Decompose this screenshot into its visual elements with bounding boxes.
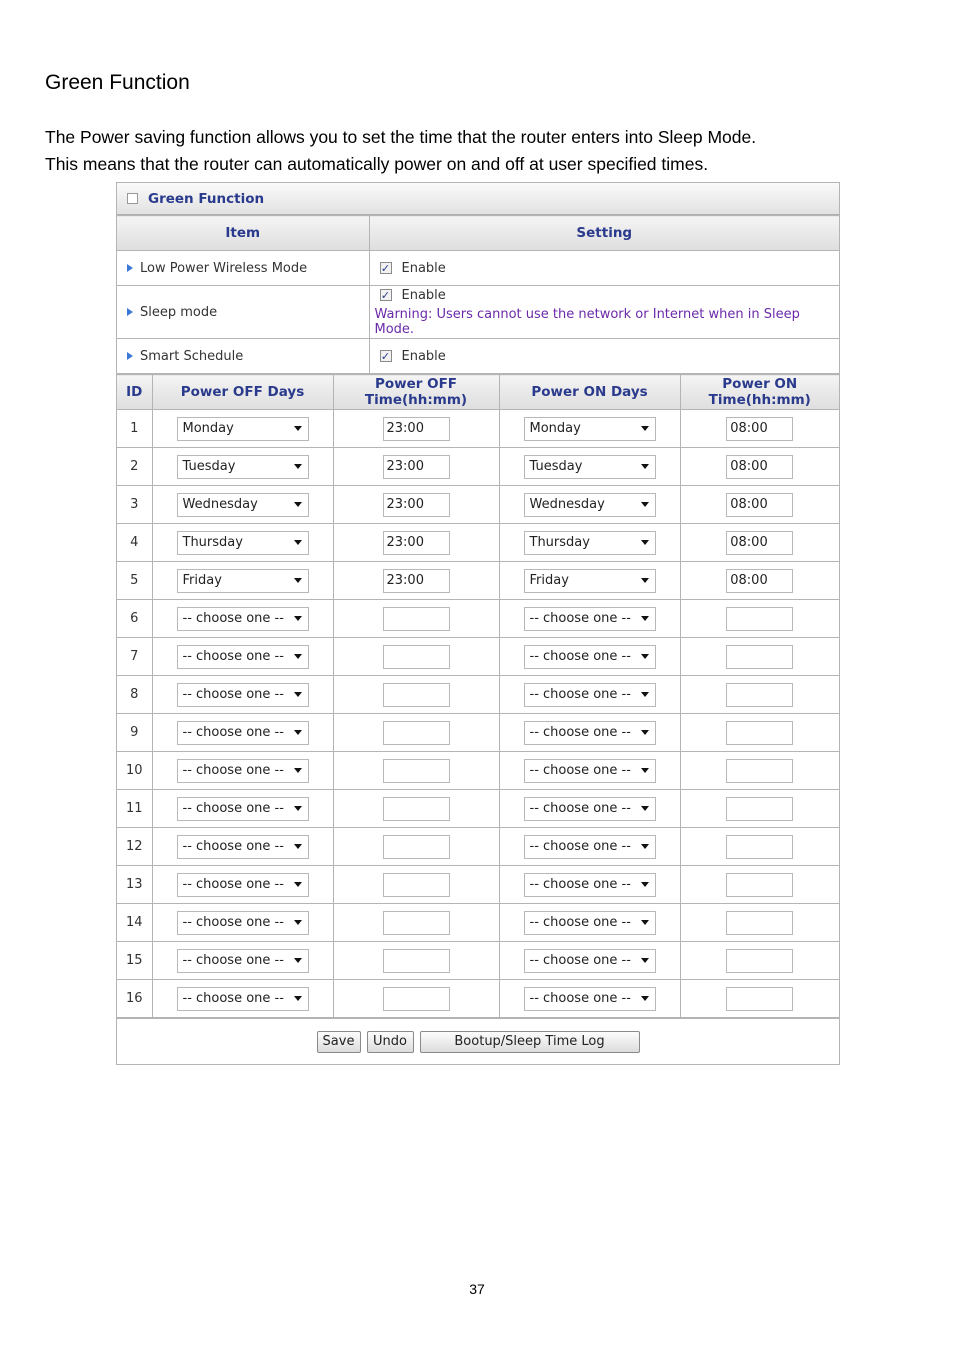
dropdown-arrow-icon [294,616,302,621]
power-on-day-select[interactable] [524,645,656,669]
power-off-day-value: -- choose one -- [182,839,284,854]
power-off-time-input[interactable] [383,683,450,707]
row-id: 4 [117,524,152,562]
button-row [117,1018,839,1064]
schedule-row [117,448,839,486]
schedule-row [117,524,839,562]
dropdown-arrow-icon [641,426,649,431]
row-id: 11 [117,790,152,828]
power-on-time-input[interactable] [726,987,793,1011]
power-on-day-select[interactable] [524,683,656,707]
power-on-time-input[interactable]: 08:00 [726,455,793,479]
power-off-day-select[interactable] [177,873,309,897]
row-id: 16 [117,980,152,1018]
power-on-day-value: Friday [529,573,569,588]
power-off-day-select[interactable] [177,721,309,745]
dropdown-arrow-icon [294,882,302,887]
dropdown-arrow-icon [294,844,302,849]
power-off-time-input[interactable] [383,835,450,859]
power-on-day-select[interactable] [524,531,656,555]
power-on-day-select[interactable] [524,493,656,517]
row-id: 7 [117,638,152,676]
power-on-day-select[interactable] [524,835,656,859]
sleep-mode-warning: Warning: Users cannot use the network or Internet when in Sleep Mode. [374,306,800,337]
smart-schedule-enable-checkbox[interactable]: ✓ [380,349,391,363]
setting-row-sleep-mode [117,286,839,339]
green-function-panel [116,182,840,1065]
power-on-day-select[interactable] [524,721,656,745]
schedule-row [117,904,839,942]
setting-label: Sleep mode [140,304,218,320]
power-off-day-select[interactable] [177,949,309,973]
power-on-time-input[interactable] [726,645,793,669]
power-on-time-input[interactable] [726,607,793,631]
panel-header [117,183,839,215]
power-off-day-value: Monday [182,421,234,436]
power-on-day-value: -- choose one -- [529,953,631,968]
dropdown-arrow-icon [294,806,302,811]
row-id: 15 [117,942,152,980]
power-off-day-select[interactable] [177,987,309,1011]
low-power-enable-checkbox[interactable]: ✓ [380,261,391,275]
intro-text [45,124,756,178]
power-on-time-input[interactable]: 08:00 [726,417,793,441]
row-id: 2 [117,448,152,486]
dropdown-arrow-icon [641,540,649,545]
power-off-day-value: -- choose one -- [182,763,284,778]
power-off-time-input[interactable] [383,607,450,631]
bullet-triangle-icon [127,352,133,360]
power-on-day-value: Monday [529,421,581,436]
power-on-day-value: Thursday [529,535,590,550]
power-on-day-select[interactable] [524,607,656,631]
dropdown-arrow-icon [294,730,302,735]
dropdown-arrow-icon [641,920,649,925]
dropdown-arrow-icon [641,654,649,659]
power-off-days-header: Power OFF Days [152,375,333,410]
setting-label: Smart Schedule [140,348,244,364]
setting-label: Low Power Wireless Mode [140,260,308,276]
page-number: 37 [469,1281,485,1297]
setting-row-smart-schedule [117,339,839,374]
power-off-day-select[interactable] [177,759,309,783]
power-off-time-input[interactable] [383,873,450,897]
power-on-day-value: -- choose one -- [529,991,631,1006]
power-on-time-header: Power ON Time(hh:mm) [680,375,839,410]
power-off-time-input[interactable] [383,721,450,745]
dropdown-arrow-icon [641,464,649,469]
power-on-day-select[interactable] [524,987,656,1011]
power-off-day-value: -- choose one -- [182,649,284,664]
row-id: 13 [117,866,152,904]
power-off-day-select[interactable] [177,645,309,669]
dropdown-arrow-icon [641,578,649,583]
power-off-day-select[interactable] [177,683,309,707]
dropdown-arrow-icon [294,768,302,773]
dropdown-arrow-icon [294,996,302,1001]
power-off-day-value: -- choose one -- [182,725,284,740]
power-on-time-input[interactable] [726,721,793,745]
bullet-triangle-icon [127,264,133,272]
power-on-day-select[interactable] [524,569,656,593]
dropdown-arrow-icon [641,502,649,507]
schedule-row [117,752,839,790]
dropdown-arrow-icon [294,578,302,583]
power-on-day-value: -- choose one -- [529,611,631,626]
power-off-time-input[interactable] [383,911,450,935]
power-on-time-input[interactable]: 08:00 [726,569,793,593]
dropdown-arrow-icon [641,844,649,849]
power-on-day-select[interactable] [524,759,656,783]
schedule-row [117,714,839,752]
power-on-day-select[interactable] [524,417,656,441]
power-off-time-input[interactable]: 23:00 [383,569,450,593]
intro-line-2: This means that the router can automatically power on and off at user specified times. [45,154,709,174]
power-off-day-value: Friday [182,573,222,588]
dropdown-arrow-icon [294,958,302,963]
power-on-day-select[interactable] [524,911,656,935]
power-on-day-select[interactable] [524,949,656,973]
dropdown-arrow-icon [641,882,649,887]
dropdown-arrow-icon [294,920,302,925]
power-off-time-input[interactable]: 23:00 [383,493,450,517]
schedule-row [117,790,839,828]
power-off-day-select[interactable] [177,493,309,517]
schedule-row [117,638,839,676]
setting-row-low-power [117,251,839,286]
intro-line-1: The Power saving function allows you to set the time that the router enters into Sleep Mode. [45,127,757,147]
power-off-day-select[interactable] [177,531,309,555]
row-id: 1 [117,410,152,448]
dropdown-arrow-icon [294,654,302,659]
row-id: 8 [117,676,152,714]
power-off-day-select[interactable] [177,455,309,479]
dropdown-arrow-icon [294,426,302,431]
power-off-day-value: -- choose one -- [182,915,284,930]
power-on-time-input[interactable] [726,759,793,783]
power-off-day-value: -- choose one -- [182,953,284,968]
dropdown-arrow-icon [641,730,649,735]
power-off-day-value: Thursday [182,535,243,550]
power-off-time-header: Power OFF Time(hh:mm) [333,375,499,410]
row-id: 12 [117,828,152,866]
power-on-day-value: -- choose one -- [529,687,631,702]
schedule-row [117,828,839,866]
power-on-time-input[interactable] [726,797,793,821]
power-off-day-select[interactable] [177,607,309,631]
schedule-row [117,676,839,714]
power-off-time-input[interactable] [383,987,450,1011]
power-off-day-value: -- choose one -- [182,877,284,892]
panel-header-title: Green Function [148,190,265,207]
power-off-time-input[interactable]: 23:00 [383,417,450,441]
dropdown-arrow-icon [641,616,649,621]
panel-square-icon [127,193,138,204]
power-off-day-select[interactable] [177,797,309,821]
power-on-day-select[interactable] [524,455,656,479]
power-on-time-input[interactable] [726,835,793,859]
row-id: 9 [117,714,152,752]
power-on-day-value: Wednesday [529,497,605,512]
bootup-sleep-log-button[interactable]: Bootup/Sleep Time Log [420,1031,640,1053]
power-on-day-select[interactable] [524,797,656,821]
power-on-day-value: -- choose one -- [529,801,631,816]
dropdown-arrow-icon [294,464,302,469]
power-on-time-input[interactable] [726,911,793,935]
row-id: 5 [117,562,152,600]
sleep-mode-enable-checkbox[interactable]: ✓ [380,288,391,302]
undo-button[interactable]: Undo [367,1031,414,1053]
power-off-day-value: Tuesday [182,459,236,474]
power-off-time-input[interactable] [383,759,450,783]
schedule-table [117,374,839,1018]
power-off-time-input[interactable] [383,949,450,973]
schedule-row [117,942,839,980]
checkbox-label: Enable [401,348,446,364]
power-off-time-input[interactable] [383,797,450,821]
schedule-row [117,486,839,524]
power-off-time-input[interactable]: 23:00 [383,455,450,479]
power-off-day-select[interactable] [177,835,309,859]
dropdown-arrow-icon [294,540,302,545]
power-on-time-input[interactable] [726,949,793,973]
power-on-day-value: -- choose one -- [529,877,631,892]
save-button[interactable]: Save [317,1031,361,1053]
row-id: 14 [117,904,152,942]
row-id: 3 [117,486,152,524]
power-off-day-value: -- choose one -- [182,687,284,702]
power-on-time-input[interactable]: 08:00 [726,493,793,517]
checkbox-label: Enable [401,260,446,276]
power-on-day-value: -- choose one -- [529,915,631,930]
power-on-day-value: -- choose one -- [529,839,631,854]
power-off-time-input[interactable] [383,645,450,669]
schedule-row [117,562,839,600]
schedule-row [117,980,839,1018]
document-title: Green Function [45,71,190,94]
dropdown-arrow-icon [294,502,302,507]
power-on-time-input[interactable] [726,683,793,707]
row-id: 6 [117,600,152,638]
dropdown-arrow-icon [641,768,649,773]
dropdown-arrow-icon [641,958,649,963]
settings-table [117,215,839,374]
power-on-day-value: -- choose one -- [529,725,631,740]
power-off-time-input[interactable]: 23:00 [383,531,450,555]
schedule-row [117,866,839,904]
checkbox-label: Enable [401,287,446,303]
dropdown-arrow-icon [294,692,302,697]
schedule-header-row [117,375,839,410]
item-column-header: Item [117,216,369,251]
power-off-day-value: -- choose one -- [182,801,284,816]
power-on-day-value: -- choose one -- [529,763,631,778]
schedule-row [117,600,839,638]
power-off-day-select[interactable] [177,417,309,441]
bullet-triangle-icon [127,308,133,316]
row-id: 10 [117,752,152,790]
setting-column-header: Setting [369,216,839,251]
power-on-day-value: -- choose one -- [529,649,631,664]
dropdown-arrow-icon [641,692,649,697]
power-off-day-value: -- choose one -- [182,991,284,1006]
dropdown-arrow-icon [641,996,649,1001]
power-on-day-value: Tuesday [529,459,583,474]
power-on-day-select[interactable] [524,873,656,897]
power-on-time-input[interactable] [726,873,793,897]
power-on-days-header: Power ON Days [499,375,680,410]
power-off-day-select[interactable] [177,569,309,593]
dropdown-arrow-icon [641,806,649,811]
power-off-day-select[interactable] [177,911,309,935]
power-on-time-input[interactable]: 08:00 [726,531,793,555]
power-off-day-value: -- choose one -- [182,611,284,626]
id-column-header: ID [117,375,152,410]
power-off-day-value: Wednesday [182,497,258,512]
schedule-row [117,410,839,448]
